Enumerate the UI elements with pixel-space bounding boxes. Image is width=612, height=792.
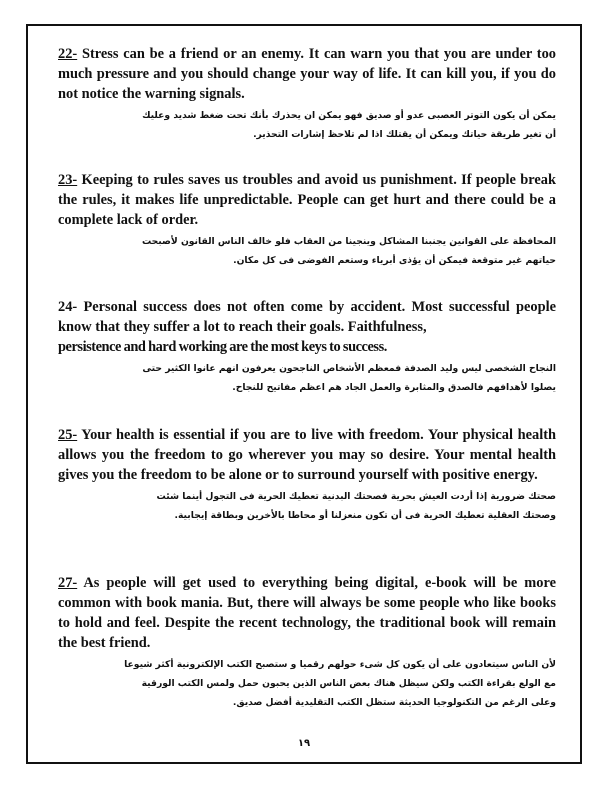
arabic-translation [58, 359, 556, 397]
paragraph-24 [58, 297, 556, 397]
arabic-line: حياتهم غير متوقعة فيمكن أن يؤذى أبرياء وستعم الفوضى فى كل مكان. [233, 255, 556, 266]
arabic-line: يصلوا لأهدافهم فالصدق والمثابرة والعمل الجاد هم اعظم مفاتيح للنجاح. [232, 382, 556, 393]
item-number: 23- [58, 172, 78, 188]
arabic-translation [58, 655, 556, 712]
english-text-condensed: persistence and hard working are the most keys to success. [58, 339, 387, 355]
english-text [58, 425, 556, 485]
item-number: 24- [58, 299, 78, 315]
english-text [58, 297, 556, 337]
english-body: Stress can be a friend or an enemy. It can warn you that you are under too much pressure and you should change your way of life. It can kill you, if you do not notice the warning signals. [58, 46, 556, 102]
arabic-line: النجاح الشخصى ليس وليد الصدفة فمعظم الأشخاص الناجحون يعرفون انهم عانوا الكثير حتى [142, 363, 556, 374]
arabic-line: المحافظة على القوانين يجنبنا المشاكل وينجينا من العقاب فلو خالف الناس القانون لأصبحت [141, 236, 556, 247]
item-number: 22- [58, 46, 78, 62]
arabic-line: يمكن أن يكون التوتر العصبى عدو أو صديق فهو يمكن ان يحذرك بأنك تحت ضغط شديد وعليك [142, 110, 556, 121]
arabic-line: مع الولع بقراءة الكتب ولكن سيظل هناك بعض الناس الذين يحبون حمل ولمس الكتب الورقية [141, 678, 556, 689]
english-text [58, 44, 556, 104]
arabic-translation [58, 106, 556, 144]
arabic-translation [58, 487, 556, 525]
english-text [58, 170, 556, 230]
english-text [58, 573, 556, 653]
arabic-line: صحتك ضرورية إذا أردت العيش بحرية فصحتك البدنية تعطيك الحرية فى التجول أينما شئت [156, 491, 556, 502]
item-number: 25- [58, 427, 78, 443]
arabic-line: أن تغير طريقة حياتك ويمكن أن يقتلك اذا لم تلاحظ إشارات التحذير. [253, 129, 556, 140]
paragraph-27 [58, 573, 556, 712]
arabic-line: لأن الناس سيتعادون على أن يكون كل شىء حولهم رقميا و ستصبح الكتب الإلكترونية أكثر شيوعا [124, 659, 556, 670]
arabic-line: وعلى الرغم من التكنولوجيا الحديثة ستظل الكتب التقليدية أفضل صديق. [232, 697, 556, 708]
english-body: Keeping to rules saves us troubles and avoid us punishment. If people break the rules, it makes life unpredictable. People can get hurt and there could be a complete lack of order. [58, 172, 556, 228]
english-body: Your health is essential if you are to live with freedom. Your physical health allows you the freedom to go wherever you may so desire. Your mental health gives you the freedom to be alone or to surround yourself with positive energy. [58, 427, 556, 483]
paragraph-25 [58, 425, 556, 525]
arabic-line: وصحتك العقلية تعطيك الحرية فى أن تكون منعزلنا أو محاطا بالأخرين وبطاقة إيجابية. [174, 510, 556, 521]
arabic-translation [58, 232, 556, 270]
paragraph-23 [58, 170, 556, 270]
paragraph-22 [58, 44, 556, 144]
item-number: 27- [58, 575, 78, 591]
english-body: As people will get used to everything being digital, e-book will be more common with book mania. But, there will always be some people who like books to hold and feel. Despite the recent technology, the traditional book will remain the best friend. [58, 575, 556, 651]
page-frame [26, 24, 582, 764]
page-number: ١٩ [297, 738, 311, 749]
english-body: Personal success does not often come by accident. Most successful people know that they suffer a lot to reach their goals. Faithfulness, [58, 299, 556, 335]
